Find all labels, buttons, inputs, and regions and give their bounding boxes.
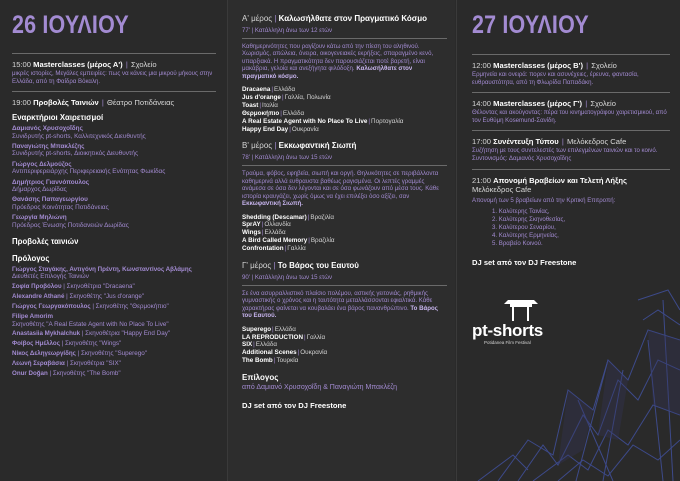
award-item: 2. Καλύτερης Σκηνοθεσίας, (492, 215, 566, 223)
director-name: Onur Doğan (12, 370, 48, 378)
person-name: Γεωργία Μηλιώνη (12, 214, 67, 222)
film-item: Wings|Ελλάδα (242, 229, 286, 237)
film-item: Toast|Ιταλία (242, 101, 278, 109)
award-item: 4. Καλύτερης Ερμηνείας, (492, 231, 559, 239)
film-title: Superego (242, 325, 272, 333)
film-title: Shedding (Descamar) (242, 213, 307, 221)
event-time: 17:00 (472, 137, 492, 147)
event-time: 19:00 (12, 98, 32, 108)
director-role: Σκηνοθέτρια "Happy End Day" (85, 330, 171, 338)
part-number: Β' μέρος (242, 141, 273, 151)
divider (472, 54, 670, 55)
film-country: Γαλλία, Πολωνία (284, 93, 331, 101)
person-name: Δημήτριος Γιαννόπουλος (12, 178, 90, 186)
event-place: Σχολείο (591, 61, 617, 70)
screenings-title: Προβολές ταινιών (12, 237, 79, 247)
film-item: Shedding (Descamar)|Βραζιλία (242, 213, 335, 221)
part-meta: 78' | Κατάλληλη άνω των 15 ετών (242, 154, 333, 162)
event-item: 17:00 Συνέντευξη Τύπου | Μελόκεδρος Cafe Συζήτηση με τους συντελεστές των επιλεγμένων ταινιών και το κοινό. Συντονισμός: Δαμιανός Χρυσοχοΐδης (472, 137, 670, 162)
film-country: Πορτογαλία (371, 117, 404, 125)
person-role: Συνιδρυτής pt-shorts, Καλλιτεχνικός Διευθυντής (12, 132, 146, 140)
part-number: Γ' μέρος (242, 261, 272, 271)
film-country: Ελλάδα (274, 86, 296, 94)
part-description: Τραύμα, φόβος, εφηβεία, σιωπή και οργή. Θηλυκότητες σε περιβάλλοντα καθημερινά αλλά ευθραυστα βαθέως ραγισμένα. Οι λεπτές γραμμές ανάμεσα σε όσα δεν λέγονται και σε όσα φωνάζουν από μέσα τους. Κάθε ιστορία κραυγάζει, χωρίς όμως να έχει επιλέξει όσο αξίζει, σαν Εκκωφαντική Σιωπή. (242, 170, 439, 208)
part-number: Α' μέρος (242, 14, 273, 23)
part-b-heading: Β' μέρος | Εκκωφαντική Σιωπή (242, 141, 357, 151)
day1-program-column (228, 0, 455, 481)
person-name: Παναγιώτης Μπακλέζης (12, 143, 85, 150)
event-time: 12:00 (472, 61, 492, 70)
director-name: Λεωνή Σεραβάσια (12, 360, 65, 368)
award-item: 3. Καλύτερου Σεναρίου, (492, 223, 556, 231)
award-item: 5. Βραβείο Κοινού. (492, 239, 543, 247)
prologue-line: Alexandre Athané | Σκηνοθέτης "Jus d'orange" (12, 293, 145, 301)
person-role: Πρόεδρος Ένωσης Ποτιδανειών Δωρίδας (12, 221, 129, 229)
director-role: Σκηνοθέτης "Jus d'orange" (69, 293, 145, 301)
film-title: A Real Estate Agent with No Place To Live (242, 117, 368, 125)
divider (472, 130, 670, 131)
person (12, 214, 216, 229)
film-title: Wings (242, 229, 261, 237)
event-title: Συνέντευξη Τύπου (493, 137, 559, 147)
day1-column (0, 0, 226, 481)
event-title: Προβολές Ταινιών (33, 98, 99, 108)
event-place: Σχολείο (130, 60, 157, 69)
director-name: Γιώργος Σταγάκης, Αντιγόνη Πρέντη, Κωνσταντίνος Αβλάμης (12, 266, 192, 274)
person-name: Θανάσης Παπαγεωργίου (12, 196, 88, 204)
line-drawing-illustration (458, 240, 680, 481)
film-list (242, 86, 447, 133)
greetings-title: Εναρκτήριοι Χαιρετισμοί (12, 113, 104, 123)
film-list (242, 326, 447, 366)
film-item: Superego|Ελλάδα (242, 325, 296, 333)
film-title: Dracaena (242, 86, 271, 94)
director-role: Σκηνοθέτρια "SIX" (69, 360, 121, 368)
director-name: Φοίβος Ημέλλος (12, 340, 60, 348)
director-role: Σκηνοθέτης "The Bomb" (52, 370, 121, 378)
film-country: Βραζιλία (310, 213, 335, 221)
film-country: Ολλανδία (264, 221, 291, 229)
film-country: Ουκρανία (300, 349, 328, 357)
person (12, 179, 216, 194)
film-item: Θερμοκήπιο|Ελλάδα (242, 109, 305, 117)
dj-set: DJ set από τον DJ Freestone (242, 401, 347, 411)
event-item: 12:00 Masterclasses (μέρος Β') | Σχολείο Ερμηνεία και ονειρά: πορεν και ασυνέχειες, έρευνα, φαντασία, ευθραυστότητα, από τη Φλωρίδα Παπαδάκη. (472, 61, 670, 86)
event-screenings (12, 98, 216, 107)
divider (242, 165, 447, 166)
film-title: SprAY (242, 221, 261, 229)
day2-column (458, 0, 680, 481)
part-title: Εκκωφαντική Σιωπή (278, 141, 357, 151)
film-item: Dracaena|Ελλάδα (242, 86, 296, 94)
prologue-line (12, 313, 216, 328)
film-country: Τουρκία (276, 357, 299, 365)
director-name: Νίκος Δεληγεωργίδης (12, 350, 76, 358)
divider (12, 53, 216, 54)
epilogue-text: από Δαμιανό Χρυσοχοΐδη & Παναγιώτη Μπακλέζη (242, 384, 398, 392)
divider (472, 92, 670, 93)
film-item: Confrontation|Γαλλία (242, 245, 306, 253)
event-place: Μελόκεδρος Cafe (566, 137, 627, 147)
event-time: 14:00 (472, 99, 492, 109)
film-item: A Bird Called Memory|Βραζιλία (242, 237, 335, 245)
separator: | (125, 60, 128, 69)
prologue-line: Anastasiia Mykhalchuk | Σκηνοθέτρια "Happy End Day" (12, 330, 171, 338)
person-role: Αντιπεριφερειάρχης Περιφερειακής Ενότητας Φωκίδας (12, 168, 166, 176)
director-name: Anastasiia Mykhalchuk (12, 330, 81, 338)
event-place: Θέατρο Ποτιδάνειας (107, 98, 175, 108)
event-place: Μελόκεδρος Cafe (472, 184, 532, 194)
prologue-title: Πρόλογος (12, 254, 50, 264)
part-a-heading: Α' μέρος | Καλωσήλθατε στον Πραγματικό Κόσμο (242, 14, 428, 23)
person-name: Δαμιανός Χρυσοχοΐδης (12, 125, 83, 133)
film-title: Additional Scenes (242, 349, 297, 357)
divider (472, 169, 670, 170)
film-item: SIX|Ελλάδα (242, 341, 277, 349)
prologue-line: Φοίβος Ημέλλος | Σκηνοθέτης "Wings" (12, 340, 122, 348)
part-c-heading: Γ' μέρος | Το Βάρος του Εαυτού (242, 261, 359, 271)
event-desc: Συζήτηση με τους συντελεστές των επιλεγμένων ταινιών και το κοινό. Συντονισμός: Δαμιανός Χρυσοχοΐδης (472, 147, 658, 162)
person (12, 125, 216, 140)
day2-date: 27 ΙΟΥΛΙΟΥ (472, 11, 589, 39)
logo-text: pt-shorts (472, 321, 543, 340)
event-title: Masterclasses (μέρος Β') (493, 61, 583, 70)
part-description: Καθημερινότητες που ραγίζουν κάτω από την πίεση του αληθινού. Χωρισμός, απώλεια, όνειρα, οικογενειακές εκρήξεις, σπαραγμένο κενό, υπαρξιακά. Η πραγματικότητα δεν παρουσιάζεται ποτέ βαρετή, είναι μακάβρια, γελοία και ανεξήγητα φιλόδοξη. Καλωσήλθατε στον πραγματικό κόσμο. (242, 43, 434, 80)
person (12, 143, 216, 158)
event-desc: Ερμηνεία και ονειρά: πορεν και ασυνέχειες, έρευνα, φαντασία, ευθραυστότητα, από τη Φλωρίδα Παπαδάκη. (472, 71, 639, 86)
separator: | (101, 98, 104, 108)
film-country: Ελλάδα (264, 229, 286, 237)
director-name: Σοφία Προβόλου (12, 283, 62, 291)
prologue-list (12, 266, 216, 378)
film-title: Confrontation (242, 245, 284, 253)
director-name: Filipe Amorim (12, 313, 54, 321)
film-country: Ουκρανία (291, 125, 319, 133)
person-role: Συνιδρυτής pt-shorts, Διοικητικός Διευθυντής (12, 150, 139, 158)
part-meta: 90' | Κατάλληλη άνω των 15 ετών (242, 274, 333, 282)
event-time: 15:00 (12, 60, 32, 69)
fold-line (456, 0, 457, 481)
film-country: Ελλάδα (255, 341, 277, 349)
part-description: Σε ένα ασυρραλλιστικό πλαίσιο πολέμου, αστικής γειτονιάς, ρηθμικής γυμναστικής ο χρόνος και η ταυτότητα μεταλλάσσονται εφιαλτικά. Κάθε χαρακτήρας φαίνεται να κουβαλάει ένα βάρος πανανθρώπινο. Το Βάρος του Εαυτού. (242, 290, 438, 320)
person (12, 196, 216, 211)
awards-intro: Απονομή των 5 βραβείων από την Κριτική Επιτροπή: (472, 196, 616, 204)
people-list (12, 125, 216, 229)
film-title: Happy End Day (242, 125, 289, 133)
person (12, 161, 216, 176)
event-time: 21:00 (472, 175, 492, 185)
film-item: SprAY|Ολλανδία (242, 221, 291, 229)
film-country: Ιταλία (261, 101, 278, 109)
film-item: LA REPRODUCTION|Γαλλία (242, 333, 326, 341)
prologue-line: Onur Doğan | Σκηνοθέτης "The Bomb" (12, 370, 121, 378)
film-list (242, 214, 447, 254)
director-role: Σκηνοθέτης "Θερμοκήπιο" (95, 303, 169, 311)
divider (242, 38, 447, 39)
prologue-line (12, 266, 216, 281)
prologue-line: Γιώργος Γεωργακόπουλος | Σκηνοθέτης "Θερμοκήπιο" (12, 303, 169, 311)
event-title: Masterclasses (μέρος Α') (33, 60, 123, 69)
event-title: Masterclasses (μέρος Γ') (493, 99, 583, 109)
film-title: Jus d'orange (242, 93, 281, 101)
director-role: Σκηνοθέτης "A Real Estate Agent with No Place To Live" (12, 320, 169, 328)
divider (12, 91, 216, 92)
event-desc: Θέλοντας και ακούγοντας: πέρα του κινηματογράφου χαιρετισμικού, από τον Ευθύμη Kosemund-Σανίδη. (472, 109, 667, 124)
dj-set: DJ set από τον DJ Freestone (472, 257, 577, 267)
part-meta: 77' | Κατάλληλη άνω των 12 ετών (242, 27, 333, 34)
director-name: Alexandre Athané (12, 293, 65, 301)
film-country: Βραζιλία (310, 237, 335, 245)
event-masterclass-a (12, 60, 216, 85)
film-title: The Bomb (242, 357, 273, 365)
event-desc: μικρές ιστορίες, Μεγάλες εμπειρίες: πως να κάνεις μια μικρού μήκους στην Ελλάδα, από τη Φαίδρα Βόκαλη. (12, 70, 213, 85)
person-name: Γιώργος Δελμούζος (12, 160, 72, 168)
director-name: Γιώργος Γεωργακόπουλος (12, 303, 91, 311)
film-title: A Bird Called Memory (242, 237, 308, 245)
film-country: Γαλλία (287, 245, 306, 253)
event-item (472, 176, 670, 248)
person-role: Πρόεδρος Κοινότητας Ποτιδάνειας (12, 203, 109, 211)
film-item: Additional Scenes|Ουκρανία (242, 349, 328, 357)
event-item: 14:00 Masterclasses (μέρος Γ') | Σχολείο Θέλοντας και ακούγοντας: πέρα του κινηματογράφου χαιρετισμικού, από τον Ευθύμη Kosemund-Σανίδη. (472, 99, 670, 124)
film-title: SIX (242, 341, 253, 349)
logo-subtitle: Potidanea Film Festival (484, 340, 531, 345)
prologue-line: Νίκος Δεληγεωργίδης | Σκηνοθέτης "Superego" (12, 350, 148, 358)
divider (242, 285, 447, 286)
part-title: Το Βάρος του Εαυτού (277, 261, 359, 271)
event-title: Απονομή Βραβείων και Τελετή Λήξης (493, 175, 627, 185)
film-title: Toast (242, 101, 259, 109)
film-country: Ελλάδα (274, 325, 296, 333)
person-role: Δήμαρχος Δωρίδας (12, 186, 67, 194)
director-role: Διευθετές Επιλογής Ταινιών (12, 273, 89, 281)
prologue-line: Λεωνή Σεραβάσια | Σκηνοθέτρια "SIX" (12, 360, 121, 368)
film-country: Ελλάδα (282, 109, 305, 117)
epilogue-title: Επίλογος (242, 373, 279, 383)
film-item: The Bomb|Τουρκία (242, 357, 299, 365)
part-title: Καλωσήλθατε στον Πραγματικό Κόσμο (278, 14, 428, 23)
film-country: Γαλλία (306, 333, 326, 341)
film-title: LA REPRODUCTION (242, 333, 303, 341)
film-item: Happy End Day|Ουκρανία (242, 125, 319, 133)
director-role: Σκηνοθέτης "Wings" (65, 340, 122, 348)
award-item: 1. Καλύτερης Ταινίας, (492, 207, 550, 215)
director-role: Σκηνοθέτης "Superego" (80, 350, 148, 358)
director-role: Σκηνοθέτρια "Dracaena" (66, 283, 135, 291)
film-title: Θερμοκήπιο (242, 109, 280, 117)
prologue-line: Σοφία Προβόλου | Σκηνοθέτρια "Dracaena" (12, 283, 135, 291)
film-item: Jus d'orange|Γαλλία, Πολωνία (242, 93, 331, 101)
event-place: Σχολείο (590, 99, 616, 109)
day1-date: 26 ΙΟΥΛΙΟΥ (12, 11, 129, 39)
film-item: A Real Estate Agent with No Place To Live|Πορτογαλία (242, 117, 404, 125)
